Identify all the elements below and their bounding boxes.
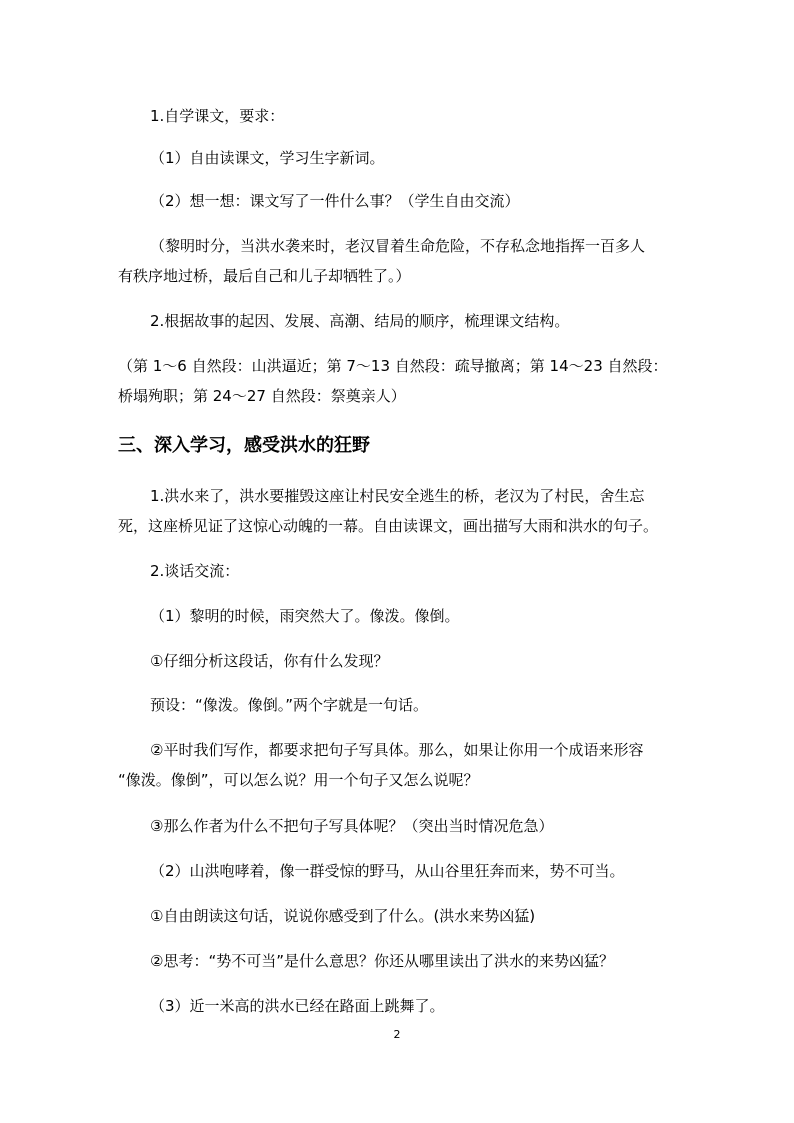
paragraph-line: （黎明时分，当洪水袭来时，老汉冒着生命危险，不存私念地指挥一百多人 <box>150 237 646 255</box>
paragraph-line: ①自由朗读这句话，说说你感受到了什么。(洪水来势凶猛) <box>150 907 536 925</box>
paragraph-line: 1.自学课文，要求： <box>150 107 285 125</box>
paragraph-line: （1）自由读课文，学习生字新词。 <box>150 149 385 167</box>
paragraph-line: 桥塌殉职；第 24～27 自然段：祭奠亲人） <box>118 387 406 405</box>
paragraph-line: “像泼。像倒”，可以怎么说？用一个句子又怎么说呢？ <box>118 771 479 789</box>
paragraph-line: 2.谈话交流： <box>150 562 240 580</box>
page-number: 2 <box>393 1028 401 1041</box>
paragraph-line: ①仔细分析这段话，你有什么发现？ <box>150 652 389 670</box>
paragraph-line: （2）山洪咆哮着，像一群受惊的野马，从山谷里狂奔而来，势不可当。 <box>150 862 625 880</box>
paragraph-line: 预设：“像泼。像倒。”两个字就是一句话。 <box>150 696 429 714</box>
paragraph-line: ②思考：“势不可当”是什么意思？你还从哪里读出了洪水的来势凶猛？ <box>150 952 614 970</box>
paragraph-line: 有秩序地过桥，最后自己和儿子却牺牲了。） <box>118 267 411 285</box>
paragraph-line: ②平时我们写作，都要求把句子写具体。那么，如果让你用一个成语来形容 <box>150 741 644 759</box>
section-heading: 三、深入学习，感受洪水的狂野 <box>118 435 370 456</box>
paragraph-line: 2.根据故事的起因、发展、高潮、结局的顺序，梳理课文结构。 <box>150 312 570 330</box>
paragraph-line: （2）想一想：课文写了一件什么事？（学生自由交流） <box>150 192 520 210</box>
paragraph-line: （1）黎明的时候，雨突然大了。像泼。像倒。 <box>150 607 460 625</box>
paragraph-line: ③那么作者为什么不把句子写具体呢？（突出当时情况危急） <box>150 817 554 835</box>
paragraph-line: 1.洪水来了，洪水要摧毁这座让村民安全逃生的桥，老汉为了村民，舍生忘 <box>150 487 645 505</box>
paragraph-line: （第 1～6 自然段：山洪逼近；第 7～13 自然段：疏导撤离；第 14～23 自然段： <box>118 357 668 375</box>
paragraph-line: 死，这座桥见证了这惊心动魄的一幕。自由读课文，画出描写大雨和洪水的句子。 <box>118 517 659 535</box>
paragraph-line: （3）近一米高的洪水已经在路面上跳舞了。 <box>150 997 445 1015</box>
